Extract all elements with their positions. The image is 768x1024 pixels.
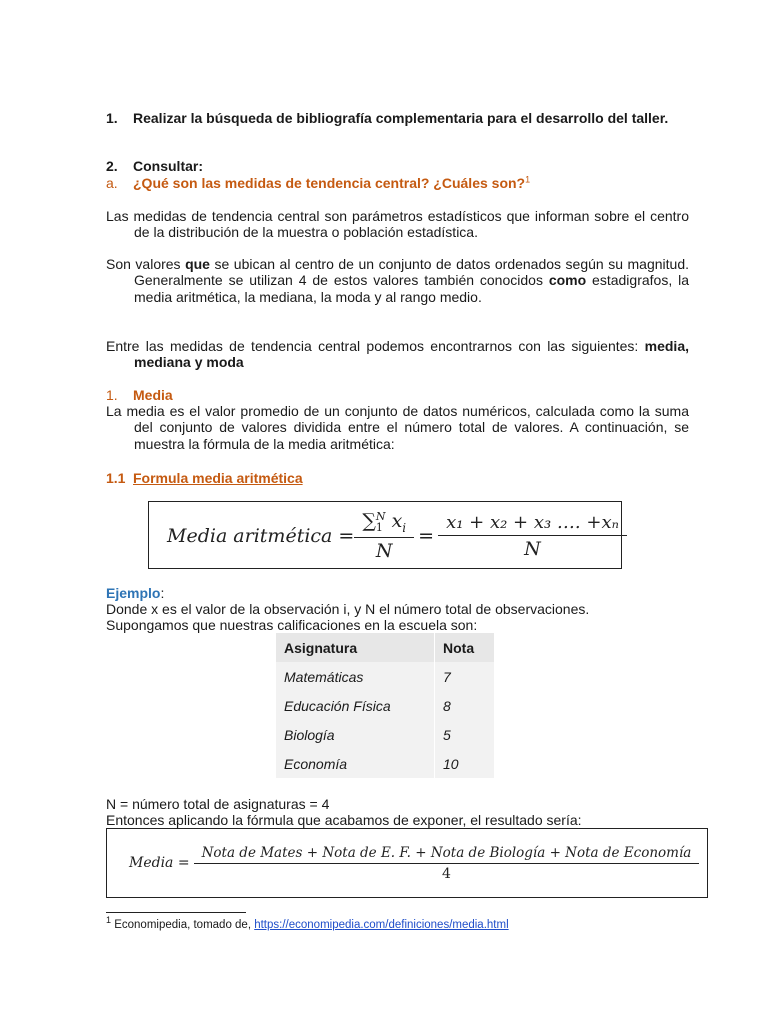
item-2: [106, 158, 661, 174]
subsection-title: Formula media aritmética: [133, 470, 303, 486]
footnote-link[interactable]: https://economipedia.com/definiciones/media.html: [254, 919, 509, 931]
formula-denominator-2: N: [438, 535, 627, 560]
subsection-heading: [106, 470, 661, 486]
question-a-text: ¿Qué son las medidas de tendencia central? ¿Cuáles son?: [133, 175, 526, 191]
paragraph-values-text-1: Son valores: [106, 256, 186, 272]
footnote-number: 1: [106, 915, 112, 926]
section-media-title: Media: [133, 387, 173, 403]
example-line-2: Supongamos que nuestras calificaciones en la escuela son:: [106, 617, 478, 633]
column-header-subject: Asignatura: [276, 633, 435, 662]
table-row: [276, 691, 494, 720]
cell-grade: 7: [435, 662, 495, 691]
footnote-ref: 1: [525, 174, 531, 185]
table-row: [276, 662, 494, 691]
paragraph-measures: [106, 338, 689, 371]
item-1: [106, 110, 689, 126]
paragraph-media: [106, 403, 689, 452]
example-line-1: Donde x es el valor de la observación i, y N el número total de observaciones.: [106, 601, 590, 617]
sum-variable-index: i: [402, 520, 407, 535]
formula-denominator-1: N: [354, 537, 414, 562]
paragraph-values-text-3: estadigrafos, la media aritmética, la mediana, la moda y al rango medio.: [134, 272, 689, 305]
section-media-heading: [106, 387, 661, 403]
column-header-grade: Nota: [435, 633, 495, 662]
question-a-letter: a.: [106, 175, 118, 191]
footnote: [106, 915, 509, 931]
paragraph-measures-bold: media, mediana y moda: [134, 338, 689, 371]
formula-example-lhs: Media =: [129, 855, 190, 871]
n-definition: N = número total de asignaturas = 4: [106, 796, 330, 812]
cell-subject: Biología: [276, 720, 435, 749]
formula-example-mean: [106, 828, 708, 898]
formula-lhs: Media aritmética =: [167, 525, 355, 547]
sum-upper-limit: N: [375, 510, 386, 524]
cell-grade: 10: [435, 749, 495, 778]
footnote-text: Economipedia, tomado de,: [111, 919, 255, 931]
subsection-number: 1.1: [106, 470, 126, 486]
paragraph-values-text-2: se ubican al centro de un conjunto de datos ordenados según su magnitud. Generalmente se utilizan 4 de estos valores también conocidos: [134, 256, 689, 289]
footnote-separator: [106, 912, 246, 913]
formula-arithmetic-mean: [148, 501, 622, 569]
formula-fraction-values: [442, 512, 623, 560]
formula-fraction-sum: [358, 510, 410, 562]
table-row: [276, 749, 494, 778]
item-1-number: 1.: [106, 110, 118, 126]
example-label: Ejemplo: [106, 585, 161, 601]
formula-numerator-2: x₁ + x₂ + x₃ …. +xₙ: [446, 512, 619, 533]
paragraph-values: [106, 256, 689, 305]
item-2-text: Consultar:: [133, 158, 203, 174]
formula-example-fraction: [198, 845, 696, 882]
cell-subject: Educación Física: [276, 691, 435, 720]
formula-example-denominator: 4: [194, 863, 700, 882]
grades-table: [276, 633, 494, 778]
table-header-row: [276, 633, 494, 662]
formula-example-numerator: Nota de Mates + Nota de E. F. + Nota de Biología + Nota de Economía: [201, 844, 692, 861]
question-a: [106, 175, 661, 191]
paragraph-media-text: La media es el valor promedio de un conjunto de datos numéricos, calculada como la suma del conjunto de valores dividida entre el número total de valores. A continuación, se muestra la fórmula de la media aritmética:: [106, 403, 689, 452]
paragraph-values-bold-2: como: [548, 272, 587, 289]
sum-variable: x: [391, 510, 403, 533]
paragraph-measures-text: Entre las medidas de tendencia central podemos encontrarnos con las siguientes:: [106, 338, 645, 354]
table-row: [276, 720, 494, 749]
paragraph-definition-text: Las medidas de tendencia central son parámetros estadísticos que informan sobre el centro de la distribución de la muestra o población estadística.: [106, 208, 689, 241]
item-1-text: Realizar la búsqueda de bibliografía complementaria para el desarrollo del taller.: [133, 110, 669, 126]
sum-symbol: ∑: [362, 510, 376, 533]
paragraph-values-bold-1: que: [185, 256, 210, 272]
cell-grade: 8: [435, 691, 495, 720]
example-heading: [106, 585, 661, 601]
cell-subject: Economía: [276, 749, 435, 778]
cell-grade: 5: [435, 720, 495, 749]
cell-subject: Matemáticas: [276, 662, 435, 691]
example-colon: :: [160, 585, 165, 601]
paragraph-definition: [106, 208, 689, 241]
formula-equals: =: [418, 525, 435, 547]
section-media-number: 1.: [106, 387, 118, 403]
then-line: Entonces aplicando la fórmula que acabamos de exponer, el resultado sería:: [106, 812, 582, 828]
item-2-number: 2.: [106, 158, 118, 174]
sum-lower-limit: 1: [375, 521, 383, 535]
